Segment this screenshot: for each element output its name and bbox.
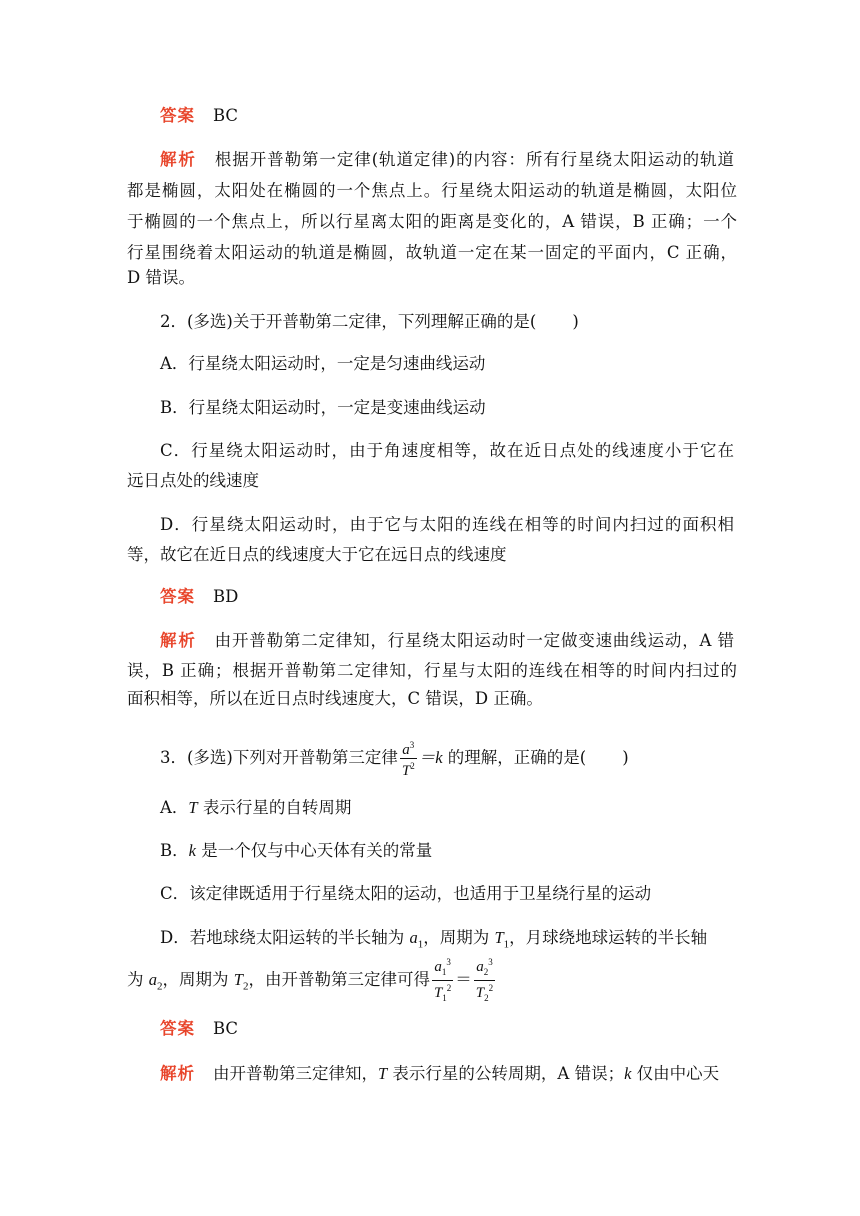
q2-stem	[160, 311, 770, 333]
q1-analysis-line-3: 于椭圆的一个焦点上，所以行星离太阳的距离是变化的，A 错误，B 正确；一个	[127, 212, 737, 231]
q3-stem-eq: ＝k	[418, 748, 443, 767]
q3-analysis-mid: 表示行星的公转周期，A 错误；	[387, 1064, 625, 1083]
q3-option-b-post: 是一个仅与中心天体有关的常量	[195, 841, 433, 860]
q3-option-a-var: T	[188, 798, 198, 817]
answer-label: 答案	[160, 587, 195, 606]
fraction-a1-t1: $\frac{a_1^3}{T_1^2}$	[433, 957, 452, 1003]
q1-analysis-line-4: 行星围绕着太阳运动的轨道是椭圆，故轨道一定在某一固定的平面内，C 正确，	[127, 243, 737, 262]
q1-analysis-line-1	[160, 149, 734, 171]
q3-answer: BC	[213, 1019, 239, 1038]
q3-analysis-var-t: T	[378, 1064, 388, 1083]
q1-analysis-line-5: D 错误。	[127, 268, 195, 287]
q3-option-c: C．该定律既适用于行星绕太阳的运动，也适用于卫星绕行星的运动	[160, 884, 652, 903]
q3-option-d-text-5: ，周期为	[162, 970, 234, 989]
q3-option-a-pre: A．	[160, 798, 189, 817]
q3-option-a	[160, 797, 770, 819]
q2-stem-text: 2．(多选)关于开普勒第二定律，下列理解正确的是(	[160, 312, 537, 331]
q2-option-a: A．行星绕太阳运动时，一定是匀速曲线运动	[160, 354, 486, 373]
q3-option-d-text-6: ，由开普勒第三定律可得	[248, 970, 430, 989]
analysis-label: 解析	[160, 1064, 195, 1083]
q2-option-c-line-1: C．行星绕太阳运动时，由于角速度相等，故在近日点处的线速度小于它在	[160, 441, 734, 460]
q3-analysis-var-k: k	[624, 1064, 632, 1083]
q3-stem	[160, 738, 770, 779]
q3-option-b	[160, 840, 770, 862]
answer-label: 答案	[160, 106, 195, 125]
q3-option-d-text-1: D．若地球绕太阳运转的半长轴为	[160, 928, 410, 947]
q3-option-d-text-2: ，周期为	[423, 928, 495, 947]
q1-analysis-text: 根据开普勒第一定律(轨道定律)的内容：所有行星绕太阳运动的轨道	[214, 150, 735, 169]
q3-option-d-line-2: 为 $a_2$，周期为 $T_2$，由开普勒第三定律可得 $\frac{a_1^3}{T_1^2}$ ＝ $\frac{a_2^3}{T_2^2}$	[127, 955, 737, 999]
q1-analysis-line-2: 都是椭圆，太阳处在椭圆的一个焦点上。行星绕太阳运动的轨道是椭圆，太阳位	[127, 181, 737, 200]
fraction-a2-t2: $\frac{a_2^3}{T_2^2}$	[475, 957, 494, 1003]
q3-answer-line	[160, 1018, 770, 1040]
q3-option-d-text-4: 为	[127, 970, 149, 989]
q3-analysis-post: 仅由中心天	[631, 1064, 720, 1083]
q2-option-b: B．行星绕太阳运动时，一定是变速曲线运动	[160, 398, 486, 417]
q3-analysis-line-1	[160, 1063, 770, 1085]
q3-option-d-line-1: D．若地球绕太阳运转的半长轴为 $a_1$，周期为 $T_1$，月球绕地球运转的半长轴	[160, 928, 708, 951]
q2-option-d-line-2: 等，故它在近日点的线速度大于它在远日点的线速度	[127, 545, 507, 564]
q3-option-b-pre: B．	[160, 841, 189, 860]
q2-answer-line	[160, 586, 770, 608]
q3-stem-end: )	[622, 748, 629, 767]
q2-analysis-line-3: 面积相等，所以在近日点时线速度大，C 错误，D 正确。	[127, 689, 543, 708]
q2-analysis-line-2: 误，B 正确；根据开普勒第二定律知，行星与太阳的连线在相等的时间内扫过的	[127, 661, 737, 680]
analysis-label: 解析	[160, 150, 197, 169]
q1-answer: BC	[213, 106, 239, 125]
kepler-third-law-fraction: $\frac{a^3}{T^2}$	[401, 740, 415, 779]
q1-answer-line	[160, 105, 770, 127]
q3-option-b-var: k	[188, 841, 196, 860]
q3-stem-post: 的理解，正确的是(	[442, 748, 587, 767]
q2-option-d-line-1: D．行星绕太阳运动时，由于它与太阳的连线在相等的时间内扫过的面积相	[160, 515, 734, 534]
q3-option-a-post: 表示行星的自转周期	[197, 798, 352, 817]
analysis-label: 解析	[160, 631, 197, 650]
q3-option-d-text-3: ，月球绕地球运转的半长轴	[509, 928, 708, 947]
q2-option-c-line-2: 远日点处的线速度	[127, 471, 259, 490]
answer-label: 答案	[160, 1019, 195, 1038]
q3-analysis-pre: 由开普勒第三定律知，	[213, 1064, 378, 1083]
q3-stem-text: 3．(多选)下列对开普勒第三定律	[160, 748, 398, 767]
q2-answer: BD	[213, 587, 239, 606]
q2-analysis-text: 由开普勒第二定律知，行星绕太阳运动时一定做变速曲线运动，A 错	[214, 631, 734, 650]
q2-stem-end: )	[572, 312, 579, 331]
q2-analysis-line-1	[160, 630, 734, 652]
